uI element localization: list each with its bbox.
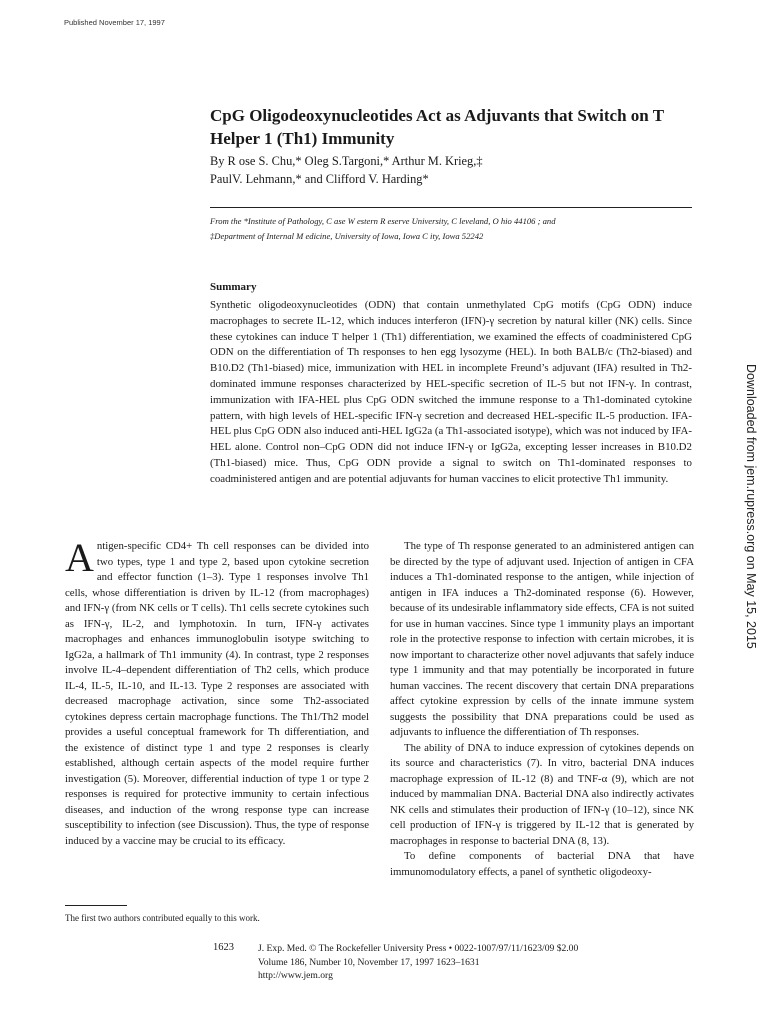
summary-heading: Summary [210, 281, 257, 293]
affiliations [210, 214, 692, 244]
intro-paragraph: ntigen-specific CD4+ Th cell responses can be divided into two types, type 1 and type 2, based upon cytokine secretion and effector function (1–3). Type 1 responses involve Th1 cells, whose differentiation is driven by IL-12 (from macrophages) and IFN-γ (from NK cells or T cells). Th1 cells secrete cytokines such as IFN-γ, IL-2, and lymphotoxin. In turn, IFN-γ activates macrophages and enhances immunoglobulin isotype switching to IgG2a, a hallmark of Th1 immunity (4). In contrast, type 2 responses involve IL-4–dependent differentiation of Th2 cells, which produce IL-4, IL-5, IL-10, and IL-13. Type 2 responses are associated with decreased macrophage activation, since some Th2-associated cytokines depress certain macrophage functions. The Th1/Th2 model provides a useful conceptual framework for Th differentiation, and the existence of distinct type 1 and type 2 responses is clearly established, although certain aspects of the model require further investigation (5). Moreover, differential induction of type 1 or type 2 responses is required for protective immunity to certain infectious diseases, and induction of the wrong response type can increase susceptibility to infection (see Discussion). Thus, the type of response induced by a vaccine may be crucial to its efficacy. [65, 540, 369, 847]
body-column-right [390, 539, 694, 880]
summary-text: Synthetic oligodeoxynucleotides (ODN) that contain unmethylated CpG motifs (CpG ODN) induce macrophages to secrete IL-12, which induces interferon (IFN)-γ secretion by natural killer (NK) cells. Since these cytokines can induce T helper 1 (Th1) differentiation, we examined the effects of coadministered CpG ODN on the differentiation of Th responses to hen egg lysozyme (HEL). In both BALB/c (Th2-biased) and B10.D2 (Th1-biased) mice, immunization with HEL in incomplete Freund’s adjuvant (IFA) resulted in Th2-dominated immune responses characterized by HEL-specific secretion of IL-5 but not IFN-γ. In contrast, immunization with IFA-HEL plus CpG ODN switched the immune response to a Th1-dominated cytokine pattern, with high levels of HEL-specific IFN-γ secretion and decreased HEL-specific IL-5 production. IFA-HEL plus CpG ODN also induced anti-HEL IgG2a (a Th1-associated isotype), which was not induced by IFA-HEL alone. Control non–CpG ODN did not induce IFN-γ or IgG2a, excepting lesser increases in B10.D2 (Th1-biased) mice. Thus, CpG ODN provide a signal to switch on Th1-dominated responses to coadministered antigen and are potential adjuvants for human vaccines to elicit protective Th1 immunity. [210, 299, 692, 485]
journal-info [258, 942, 698, 983]
body-paragraph: To define components of bacterial DNA that have immunomodulatory effects, a panel of synthetic oligodeoxy- [390, 850, 694, 878]
author-line: By R ose S. Chu,* Oleg S.Targoni,* Arthur M. Krieg,‡ [210, 154, 483, 168]
footnote: The first two authors contributed equally to this work. [65, 913, 260, 923]
author-list [210, 152, 700, 188]
affiliation-line: ‡Department of Internal M edicine, University of Iowa, Iowa C ity, Iowa 52242 [210, 231, 484, 241]
footnote-divider [65, 905, 127, 906]
title-divider [210, 207, 692, 208]
journal-url[interactable]: http://www.jem.org [258, 970, 333, 981]
download-watermark: Downloaded from jem.rupress.org on May 15, 2015 [744, 364, 758, 649]
body-column-left [65, 535, 369, 849]
page-number: 1623 [213, 942, 234, 953]
drop-cap: A [65, 535, 94, 580]
affiliation-line: From the *Institute of Pathology, C ase W estern R eserve University, C leveland, O hio 44106 ; and [210, 216, 556, 226]
journal-line: J. Exp. Med. © The Rockefeller University Press • 0022-1007/97/11/1623/09 $2.00 [258, 943, 579, 954]
body-paragraph: The type of Th response generated to an administered antigen can be directed by the type of adjuvant used. Injection of antigen in CFA induces a Th1-dominated response to the antigen, while injection of antigen in IFA induces a Th2-dominated response (6). However, because of its undesirable inflammatory side effects, CFA is not suited for use in human vaccines. Since type 1 immunity plays an important role in the protective response to infection with certain microbes, it is now important to characterize other novel adjuvants that safely induce type 1 immunity and that may potentially be incorporated in future human vaccines. The recent discovery that certain DNA preparations affect cytokine expression by cells of the innate immune system suggests the possibility that DNA preparations could be used as adjuvants to influence the differentiation of Th responses. [390, 540, 694, 738]
published-date: Published November 17, 1997 [64, 18, 165, 27]
body-paragraph: The ability of DNA to induce expression of cytokines depends on its source and characteristics (7). In vitro, bacterial DNA induces macrophage expression of IL-12 (8) and TNF-α (9), which are not induced by mammalian DNA. Bacterial DNA also indirectly activates NK cells and stimulates their production of IFN-γ (10–12), since NK cell production of IFN-γ is triggered by IL-12 that is generated by macrophages in response to bacterial DNA (8, 13). [390, 741, 694, 847]
article-title: CpG Oligodeoxynucleotides Act as Adjuvants that Switch on T Helper 1 (Th1) Immunity [210, 106, 664, 148]
author-line: PaulV. Lehmann,* and Clifford V. Harding* [210, 172, 429, 186]
journal-line: Volume 186, Number 10, November 17, 1997 1623–1631 [258, 956, 480, 968]
